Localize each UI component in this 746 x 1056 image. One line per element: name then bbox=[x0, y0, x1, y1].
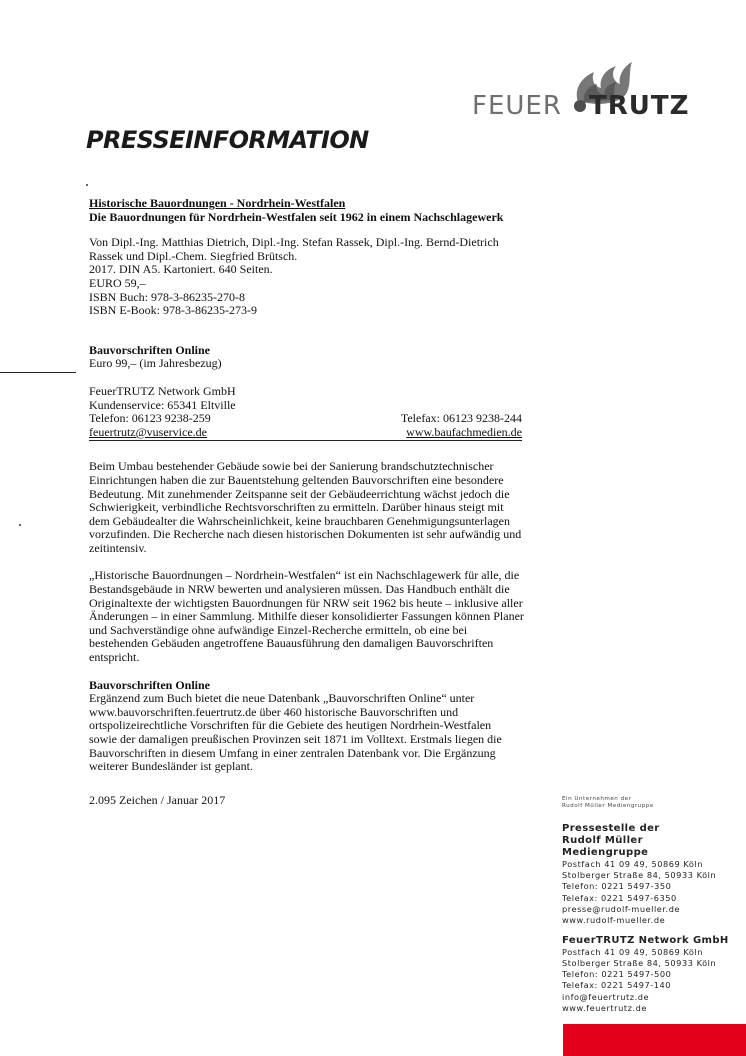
book-detail: Von Dipl.-Ing. Matthias Dietrich, Dipl.-Ing. Stefan Rassek, Dipl.-Ing. Bernd-Dietrich bbox=[89, 235, 499, 250]
text-line: zeitintensiv. bbox=[89, 540, 147, 555]
bullet-dot bbox=[19, 524, 21, 526]
press-address: Postfach 41 09 49, 50869 Köln bbox=[562, 858, 704, 869]
bullet-dot bbox=[86, 184, 88, 186]
text-line: bestehenden Gebäuden angetroffene Bauausführung den damaligen Bauvorschriften bbox=[89, 636, 494, 651]
sidebar-intro: Rudolf Müller Mediengruppe bbox=[562, 803, 654, 810]
book-title: Historische Bauordnungen - Nordrhein-Westfalen bbox=[89, 196, 346, 210]
text-line: sowie der damaligen preußischen Provinzen seit 1871 im Volltext. Erstmals liegen die bbox=[89, 732, 502, 746]
paragraph-3 bbox=[89, 692, 544, 774]
company-title: FeuerTRUTZ Network GmbH bbox=[562, 934, 729, 946]
book-detail: ISBN E-Book: 978-3-86235-273-9 bbox=[89, 303, 257, 318]
press-fax: Telefax: 0221 5497-6350 bbox=[562, 892, 677, 903]
press-web-link[interactable]: www.rudolf-mueller.de bbox=[562, 915, 666, 926]
company-address: Postfach 41 09 49, 50869 Köln bbox=[562, 946, 704, 957]
press-office-title: Rudolf Müller bbox=[562, 834, 643, 846]
character-count-footer: 2.095 Zeichen / Januar 2017 bbox=[89, 792, 226, 807]
text-line: Änderungen – in einer Sammlung. Mithilfe dieser konsolidierter Fassungen können Planer bbox=[89, 609, 524, 624]
book-detail: EURO 59,– bbox=[89, 275, 146, 290]
contact-company: FeuerTRUTZ Network GmbH bbox=[89, 383, 236, 398]
text-line: und Sachverständige ohne aufwändige Einzel-Recherche ermitteln, ob eine bei bbox=[89, 622, 468, 637]
press-address: Stolberger Straße 84, 50933 Köln bbox=[562, 870, 717, 881]
text-line: ortspolizeirechtliche Vorschriften für die Gebiete des heutigen Nordrhein-Westfalen bbox=[89, 718, 492, 733]
book-detail: Rassek und Dipl.-Chem. Siegfried Brütsch. bbox=[89, 248, 298, 263]
book-subtitle: Die Bauordnungen für Nordrhein-Westfalen seit 1962 in einem Nachschlagewerk bbox=[89, 209, 504, 224]
margin-rule bbox=[0, 372, 76, 373]
text-line: Bestandsgebäude in NRW bewerten und analysieren müssen. Das Handbuch enthält die bbox=[89, 582, 510, 597]
contact-web-link[interactable]: www.baufachmedien.de bbox=[406, 424, 522, 439]
company-fax: Telefax: 0221 5497-140 bbox=[562, 980, 672, 991]
online-price: Euro 99,– (im Jahresbezug) bbox=[89, 356, 222, 371]
text-line: entspricht. bbox=[89, 650, 140, 665]
text-line: Bedeutung. Mit zunehmender Zeitspanne seit der Gebäudeerrichtung wächst jedoch die bbox=[89, 486, 510, 501]
text-line: Ergänzend zum Buch bietet die neue Datenbank „Bauvorschriften Online“ unter bbox=[89, 691, 475, 706]
company-email-link[interactable]: info@feuertrutz.de bbox=[562, 991, 650, 1002]
press-contact-sidebar bbox=[562, 796, 742, 1014]
section-title: Bauvorschriften Online bbox=[89, 677, 211, 692]
text-line: Einrichtungen haben die zur Bauentstehung geltenden Bauvorschriften eine besondere bbox=[89, 472, 504, 487]
text-line: Beim Umbau bestehender Gebäude sowie bei der Sanierung brandschutztechnischer bbox=[89, 459, 494, 474]
press-phone: Telefon: 0221 5497-350 bbox=[562, 881, 672, 892]
sidebar-intro: Ein Unternehmen der bbox=[562, 796, 632, 802]
contact-phone: Telefon: 06123 9238-259 bbox=[89, 411, 211, 426]
text-line: Bauvorschriften in diesem Umfang in einer zentralen Datenbank vor. Die Ergänzung bbox=[89, 745, 496, 760]
svg-text:FEUER: FEUER bbox=[472, 91, 562, 120]
text-line: vorzufinden. Die Recherche nach diesen historischen Dokumenten ist sehr aufwändig und bbox=[89, 527, 522, 542]
book-detail: ISBN Buch: 978-3-86235-270-8 bbox=[89, 289, 245, 304]
text-line: „Historische Bauordnungen – Nordrhein-Westfalen“ ist ein Nachschlagewerk für alle, die bbox=[89, 568, 520, 583]
flame-logo-icon bbox=[470, 58, 702, 120]
book-detail: 2017. DIN A5. Kartoniert. 640 Seiten. bbox=[89, 262, 273, 277]
press-release-body bbox=[89, 197, 549, 807]
text-line: www.bauvorschriften.feuertrutz.de über 460 historische Bauvorschriften und bbox=[89, 704, 459, 719]
text-line: weiterer Bundesländer ist geplant. bbox=[89, 759, 253, 774]
text-line: Originaltexte der wichtigsten Bauordnungen für NRW seit 1962 bis heute – inklusive aller bbox=[89, 595, 523, 610]
press-office-title: Mediengruppe bbox=[562, 846, 649, 858]
company-phone: Telefon: 0221 5497-500 bbox=[562, 969, 672, 980]
company-address: Stolberger Straße 84, 50933 Köln bbox=[562, 957, 717, 968]
company-web-link[interactable]: www.feuertrutz.de bbox=[562, 1003, 647, 1014]
paragraph-1 bbox=[89, 460, 544, 555]
online-title: Bauvorschriften Online bbox=[89, 342, 211, 357]
press-email-link[interactable]: presse@rudolf-mueller.de bbox=[562, 904, 681, 914]
contact-email-link[interactable]: feuertrutz@vuservice.de bbox=[89, 424, 207, 439]
paragraph-2 bbox=[89, 569, 544, 664]
contact-fax: Telefax: 06123 9238-244 bbox=[400, 411, 522, 426]
text-line: dem Gebäudealter die Wahrscheinlichkeit, keine brauchbaren Genehmigungsunterlagen bbox=[89, 513, 510, 528]
contact-phone-row bbox=[89, 412, 522, 426]
svg-text:TRUTZ: TRUTZ bbox=[589, 91, 690, 120]
brand-red-bar bbox=[563, 1024, 746, 1056]
press-office-title: Pressestelle der bbox=[562, 822, 660, 834]
feuertrutz-logo bbox=[470, 58, 702, 120]
contact-service: Kundenservice: 65341 Eltville bbox=[89, 397, 236, 412]
page-title: PRESSEINFORMATION bbox=[86, 126, 369, 154]
text-line: Schwierigkeit, verbindliche Rechtsvorschriften zu ermitteln. Darüber hinaus steigt mit bbox=[89, 500, 504, 515]
contact-web-row bbox=[89, 426, 522, 440]
